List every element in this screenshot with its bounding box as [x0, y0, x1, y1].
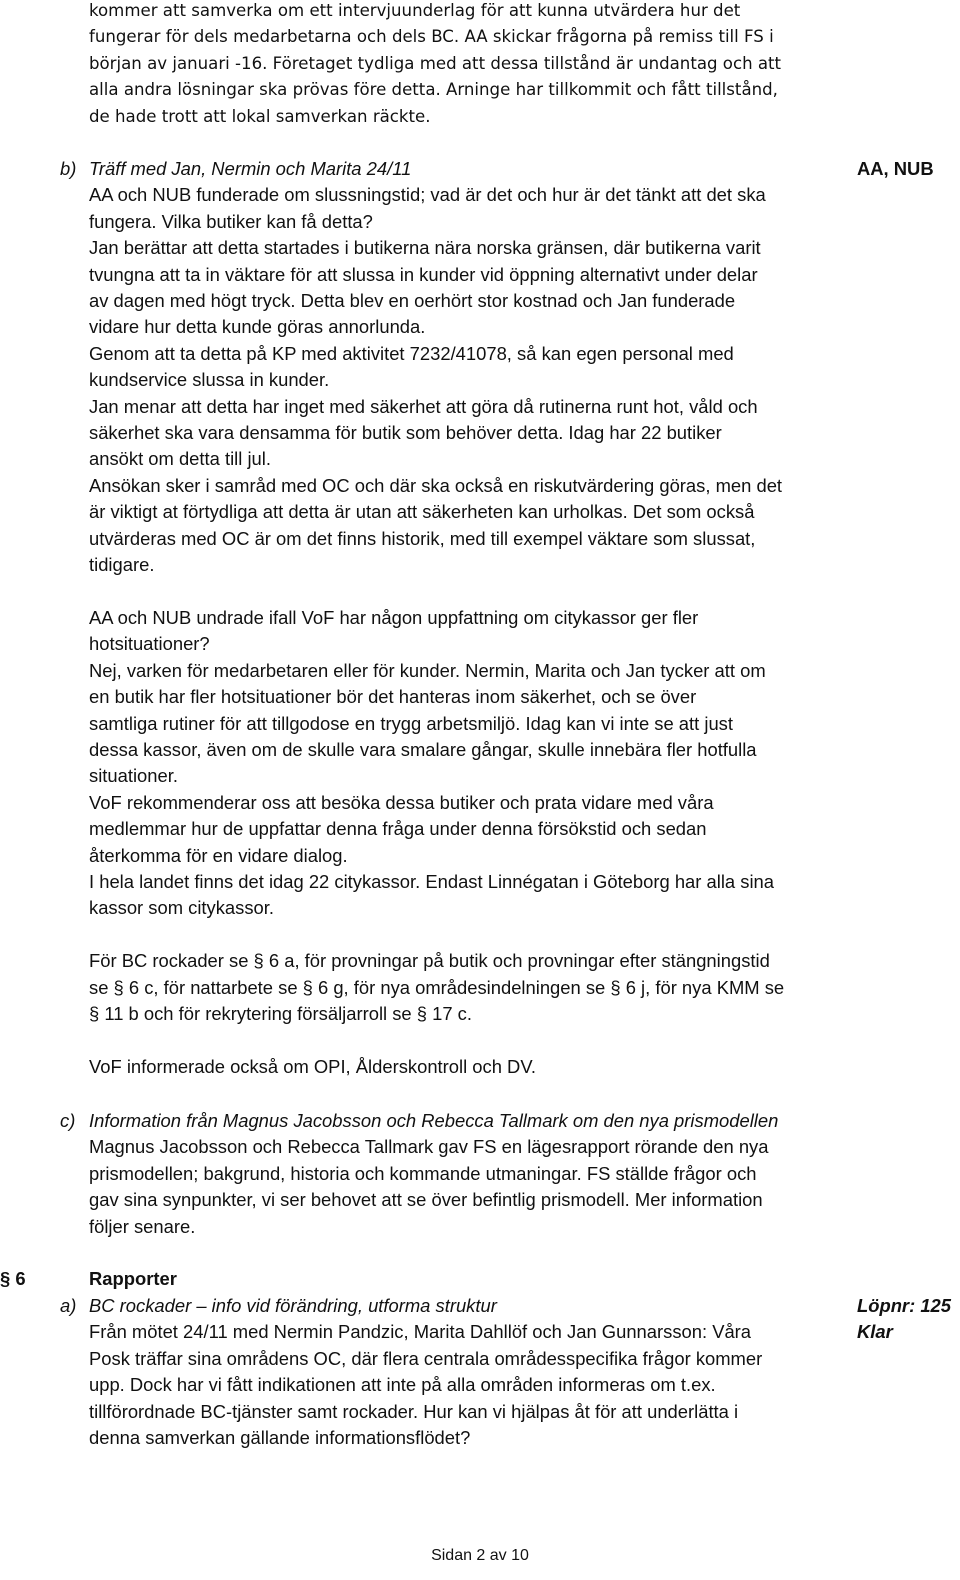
- text-line: För BC rockader se § 6 a, för provningar på butik och provningar efter stängningstid: [89, 950, 770, 972]
- text-line: kassor som citykassor.: [89, 897, 274, 919]
- text-line: upp. Dock har vi fått indikationen att inte på alla områden informeras om t.ex.: [89, 1374, 716, 1396]
- section-number: § 6: [0, 1268, 26, 1289]
- text-line: fungera. Vilka butiker kan få detta?: [89, 210, 373, 232]
- text-line: Genom att ta detta på KP med aktivitet 7232/41078, så kan egen personal med: [89, 342, 734, 364]
- text-line: Magnus Jacobsson och Rebecca Tallmark gav FS en lägesrapport rörande den nya: [89, 1136, 769, 1158]
- text-line: VoF informerade också om OPI, Ålderskontroll och DV.: [89, 1055, 537, 1077]
- text-line: Jan menar att detta har inget med säkerhet att göra då rutinerna runt hot, våld och: [89, 395, 758, 417]
- text-line: samtliga rutiner för att tillgodose en trygg arbetsmiljö. Idag kan vi inte se att just: [89, 712, 733, 734]
- text-line: tillförordnade BC-tjänster samt rockader. Hur kan vi hjälpas åt för att underlätta i: [89, 1400, 739, 1422]
- text-line: kommer att samverka om ett intervjuunderlag för att kunna utvärdera hur det: [89, 1, 741, 20]
- text-line: medlemmar hur de uppfattar denna fråga under denna försökstid och sedan: [89, 818, 707, 840]
- lopnr-label: Löpnr: 125: [857, 1295, 952, 1316]
- text-line: är viktigt at förtydliga att detta är utan att säkerheten kan urholkas. Det som också: [89, 501, 755, 523]
- text-line: se § 6 c, för nattarbete se § 6 g, för nya områdesindelningen se § 6 j, för nya KMM se: [89, 976, 785, 998]
- text-line: ansökt om detta till jul.: [89, 448, 271, 470]
- text-line: återkomma för en vidare dialog.: [89, 844, 348, 866]
- text-line: kundservice slussa in kunder.: [89, 369, 330, 391]
- text-line: säkerhet ska vara densamma för butik som behöver detta. Idag har 22 butiker: [89, 422, 722, 444]
- section6-item-a-letter: a): [60, 1295, 77, 1316]
- text-line: Ansökan sker i samråd med OC och där ska också en riskutvärdering göras, men det: [89, 474, 783, 496]
- text-line: alla andra lösningar ska prövas före detta. Arninge har tillkommit och fått tillstånd,: [89, 80, 778, 100]
- item-c-letter: c): [60, 1110, 76, 1131]
- section6-item-a-title: BC rockader – info vid förändring, utforma struktur: [89, 1295, 497, 1316]
- item-b-letter: b): [60, 158, 77, 179]
- intro-paragraph: [89, 0, 829, 130]
- text-line: av dagen med högt tryck. Detta blev en oerhört stor kostnad och Jan funderade: [89, 290, 736, 312]
- item-c-body: [89, 1108, 829, 1240]
- text-line: hotsituationer?: [89, 633, 210, 655]
- text-line: början av januari -16. Företaget tydliga med att dessa tillstånd är undantag och att: [89, 53, 782, 73]
- text-line: Posk träffar sina områdens OC, där flera centrala områdesspecifika frågor kommer: [89, 1347, 763, 1369]
- item-c-title: Information från Magnus Jacobsson och Rebecca Tallmark om den nya prismodellen: [89, 1110, 779, 1131]
- text-line: Från mötet 24/11 med Nermin Pandzic, Marita Dahllöf och Jan Gunnarsson: Våra: [89, 1321, 752, 1343]
- text-line: dessa kassor, även om de skulle vara smalare gångar, skulle innebära fler hotfulla: [89, 738, 757, 760]
- text-line: § 11 b och för rekrytering försäljarroll se § 17 c.: [89, 1002, 472, 1024]
- text-line: gav sina synpunkter, vi ser behovet att se över befintlig prismodell. Mer information: [89, 1189, 763, 1211]
- text-line: de hade trott att lokal samverkan räckte.: [89, 106, 431, 126]
- text-line: fungerar för dels medarbetarna och dels BC. AA skickar frågorna på remiss till FS i: [89, 27, 774, 47]
- item-b-responsible: AA, NUB: [857, 158, 934, 179]
- text-line: Jan berättar att detta startades i butikerna nära norska gränsen, där butikerna varit: [89, 237, 761, 259]
- text-line: följer senare.: [89, 1215, 196, 1237]
- status-block: [857, 1293, 957, 1346]
- item-b-body: [89, 156, 829, 1080]
- text-line: AA och NUB undrade ifall VoF har någon uppfattning om citykassor ger fler: [89, 606, 699, 628]
- text-line: tvungna att ta in väktare för att slussa in kunder vid öppning alternativt under delar: [89, 263, 758, 285]
- section-title: Rapporter: [89, 1268, 177, 1289]
- text-line: tidigare.: [89, 554, 155, 576]
- text-line: en butik har fler hotsituationer bör det hanteras inom säkerhet, och se över: [89, 686, 697, 708]
- text-line: situationer.: [89, 765, 178, 787]
- status-label: Klar: [857, 1321, 893, 1343]
- text-line: vidare hur detta kunde göras annorlunda.: [89, 316, 426, 338]
- text-line: prismodellen; bakgrund, historia och kommande utmaningar. FS ställde frågor och: [89, 1162, 757, 1184]
- text-line: utvärderas med OC är om det finns historik, med till exempel väktare som slussat,: [89, 527, 756, 549]
- text-line: denna samverkan gällande informationsflödet?: [89, 1427, 471, 1449]
- text-line: AA och NUB funderade om slussningstid; vad är det och hur är det tänkt att det ska: [89, 184, 766, 206]
- text-line: I hela landet finns det idag 22 citykassor. Endast Linnégatan i Göteborg har alla sina: [89, 870, 774, 892]
- page-footer: Sidan 2 av 10: [431, 1547, 529, 1564]
- text-line: VoF rekommenderar oss att besöka dessa butiker och prata vidare med våra: [89, 791, 714, 813]
- section6-item-a-body: [89, 1293, 829, 1451]
- text-line: Nej, varken för medarbetaren eller för kunder. Nermin, Marita och Jan tycker att om: [89, 659, 766, 681]
- item-b-title: Träff med Jan, Nermin och Marita 24/11: [89, 158, 412, 179]
